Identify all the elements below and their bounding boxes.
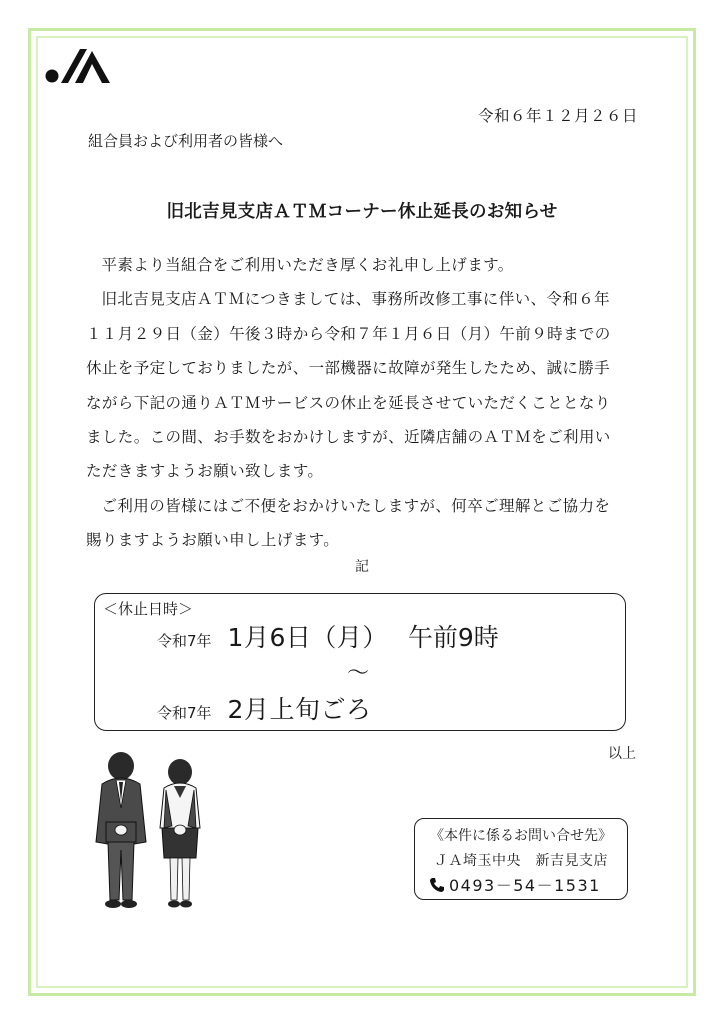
- suspension-schedule-box: [94, 593, 626, 731]
- notice-body: [86, 248, 640, 558]
- range-tilde: ～: [347, 661, 370, 686]
- body-line: ながら下記の通りＡＴＭサービスの休止を延長させていただくこととなり: [86, 393, 611, 412]
- ja-logo: [44, 45, 112, 87]
- contact-box: [414, 818, 628, 900]
- body-line: １１月２９日（金）午後３時から令和７年１月６日（月）午前９時までの: [86, 324, 611, 343]
- issue-date: 令和６年１２月２６日: [477, 107, 638, 125]
- body-line: ました。この間、お手数をおかけしますが、近隣店舗のＡＴＭをご利用い: [86, 428, 611, 447]
- body-line: ご利用の皆様にはご不便をおかけいたしますが、何卒ご理解とご協力を: [101, 496, 611, 515]
- notice-title: 旧北吉見支店ＡＴＭコーナー休止延長のお知らせ: [166, 202, 558, 222]
- ijo-mark: 以上: [608, 746, 636, 762]
- body-line: 賜りますようお願い申し上げます。: [86, 531, 340, 550]
- contact-heading: 《本件に係るお問い合せ先》: [430, 828, 612, 844]
- phone-number[interactable]: 0493－54－1531: [449, 876, 601, 895]
- addressee: 組合員および利用者の皆様へ: [88, 132, 284, 150]
- contact-phone[interactable]: [429, 873, 601, 896]
- bowing-woman-figure: [160, 759, 200, 908]
- schedule-start-row: [157, 618, 499, 654]
- ki-mark: 記: [355, 559, 369, 575]
- body-line: ただきますようお願い致します。: [86, 462, 324, 481]
- end-date: 2月上旬ごろ: [227, 695, 372, 724]
- body-line: 休止を予定しておりましたが、一部機器に故障が発生したため、誠に勝手: [86, 359, 611, 378]
- schedule-heading: ＜休止日時＞: [103, 600, 194, 618]
- bowing-staff-illustration: [88, 750, 238, 915]
- body-line: 旧北吉見支店ＡＴＭにつきましては、事務所改修工事に伴い、令和６年: [101, 290, 610, 309]
- start-date: 1月6日（月）: [227, 623, 388, 652]
- body-line: 平素より当組合をご利用いただき厚くお礼申し上げます。: [101, 256, 514, 274]
- start-time: 午前9時: [407, 623, 499, 652]
- start-era: 令和7年: [157, 632, 212, 650]
- end-era: 令和7年: [157, 704, 212, 722]
- contact-branch: ＪＡ埼玉中央 新吉見支店: [434, 853, 608, 869]
- phone-icon: [429, 877, 445, 893]
- bowing-man-figure: [96, 752, 146, 908]
- schedule-end-row: [157, 690, 371, 726]
